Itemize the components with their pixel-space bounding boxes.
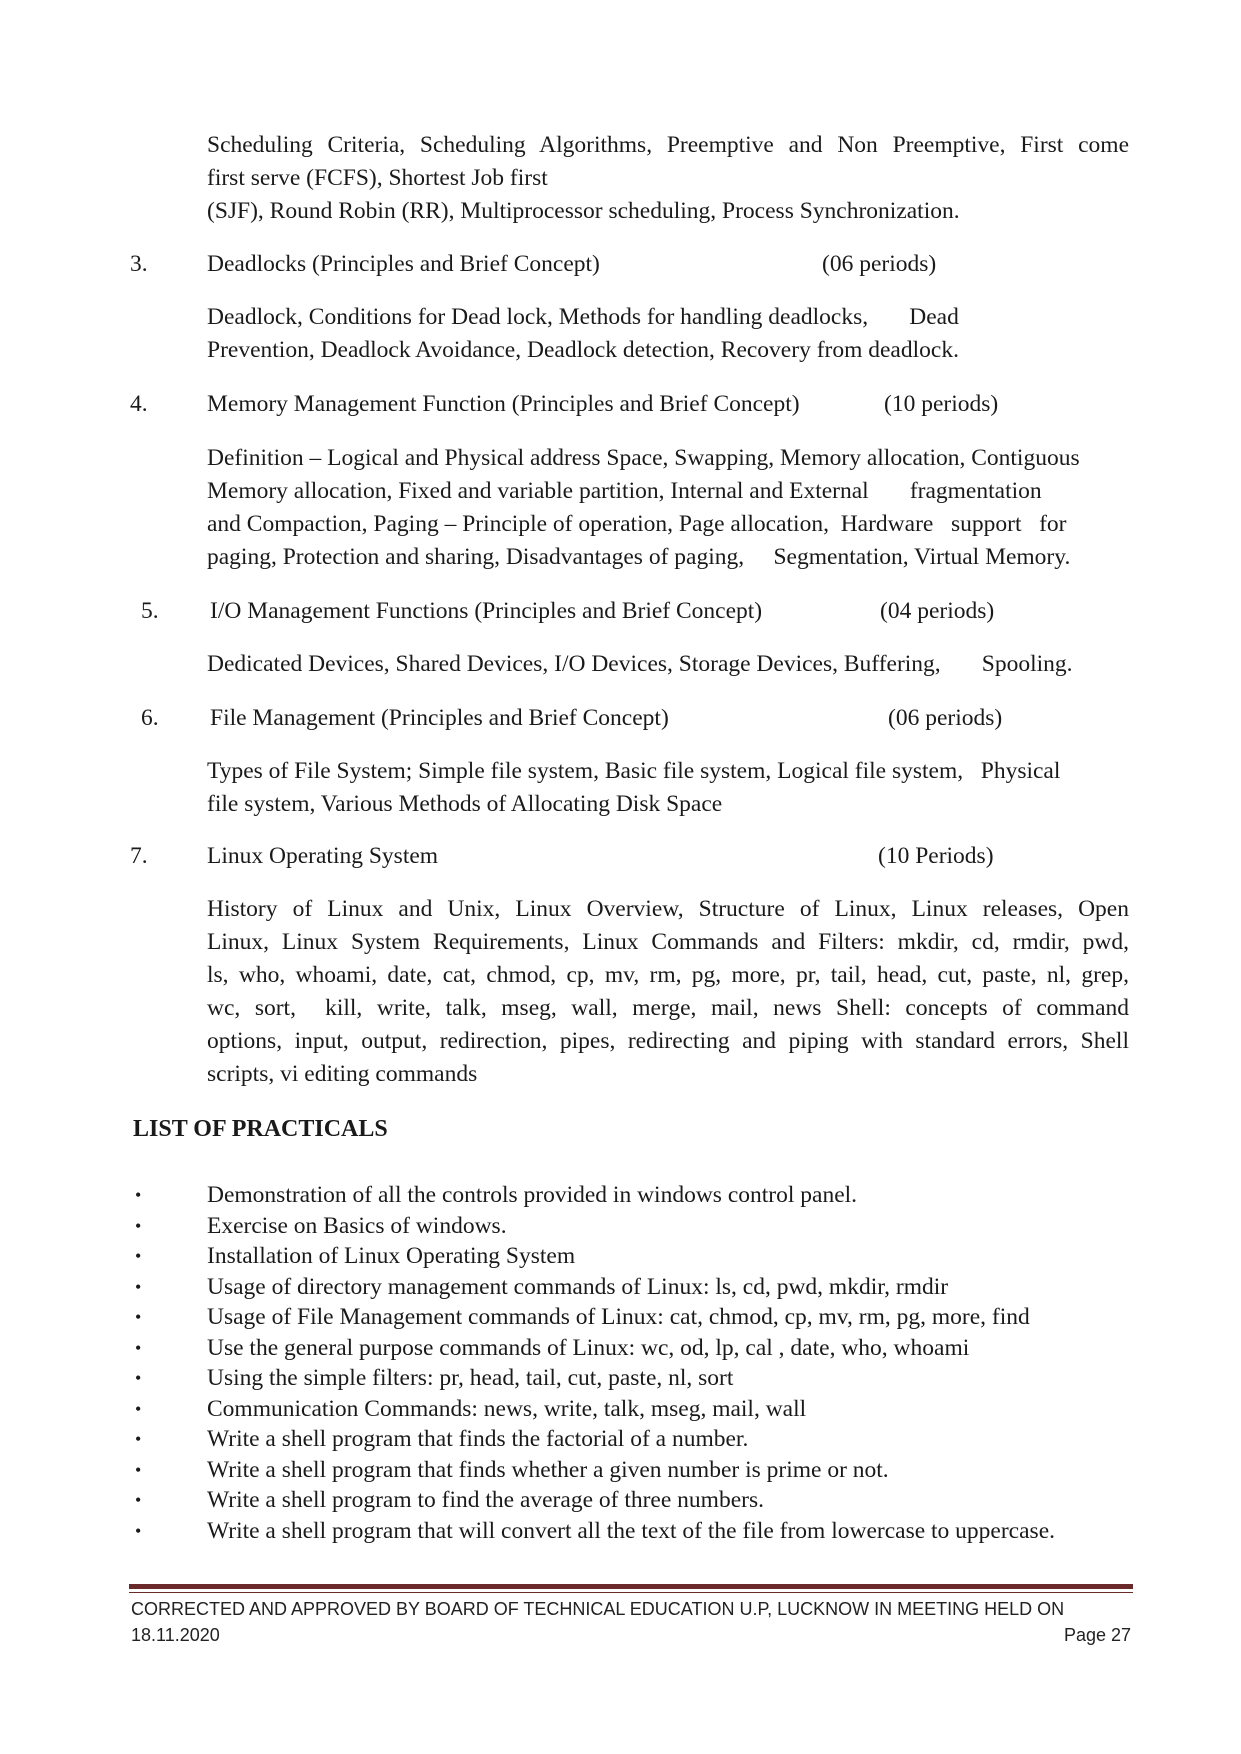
page-footer [131, 1596, 1131, 1648]
list-item-text: Write a shell program that finds the factorial of a number. [207, 1426, 749, 1452]
body-line: Dedicated Devices, Shared Devices, I/O Devices, Storage Devices, Buffering, Spooling. [207, 651, 1073, 677]
body-line: History of Linux and Unix, Linux Overview, Structure of Linux, Linux releases, Open [207, 896, 1129, 922]
body-line: Definition – Logical and Physical address Space, Swapping, Memory allocation, Contiguous [207, 445, 1080, 471]
intro-line: Scheduling Criteria, Scheduling Algorithms, Preemptive and Non Preemptive, First come [207, 132, 1129, 158]
section-heading-io [130, 595, 1130, 628]
section-periods: (06 periods) [822, 251, 937, 277]
body-line: file system, Various Methods of Allocating Disk Space [207, 791, 723, 817]
page-number: Page 27 [1063, 1625, 1131, 1645]
section-periods: (04 periods) [880, 598, 995, 624]
body-line: ls, who, whoami, date, cat, chmod, cp, mv, rm, pg, more, pr, tail, head, cut, paste, nl, grep, [207, 962, 1129, 988]
bullet-icon: • [135, 1276, 142, 1297]
bullet-icon: • [135, 1185, 142, 1205]
intro-paragraph [207, 129, 1129, 228]
body-line: scripts, vi editing commands [207, 1061, 478, 1087]
section-body-io [207, 648, 1129, 681]
section-body-memory [207, 442, 1129, 574]
footer-rule [129, 1584, 1133, 1589]
section-heading-file [130, 702, 1130, 735]
list-item-text: Exercise on Basics of windows. [207, 1212, 507, 1239]
list-item-text: Communication Commands: news, write, talk, mseg, mail, wall [207, 1395, 807, 1422]
section-periods: (10 Periods) [878, 843, 994, 869]
footer-rule-thin [129, 1592, 1133, 1593]
list-item-text: Usage of File Management commands of Linux: cat, chmod, cp, mv, rm, pg, more, find [207, 1304, 1030, 1330]
list-item-text: Use the general purpose commands of Linux: wc, od, lp, cal , date, who, whoami [207, 1334, 970, 1361]
list-item-text: Using the simple filters: pr, head, tail, cut, paste, nl, sort [207, 1365, 734, 1391]
section-number: 5. [141, 598, 159, 624]
intro-line: first serve (FCFS), Shortest Job first [207, 165, 548, 191]
section-title: Memory Management Function (Principles and Brief Concept) [207, 391, 800, 417]
list-item-text: Installation of Linux Operating System [207, 1243, 576, 1269]
section-body-deadlocks [207, 301, 1129, 367]
section-heading-linux [130, 840, 1130, 873]
bullet-icon: • [135, 1246, 142, 1266]
bullet-icon: • [135, 1520, 142, 1541]
section-body-linux [207, 893, 1129, 1091]
list-item-text: Demonstration of all the controls provided in windows control panel. [207, 1182, 858, 1208]
section-periods: (10 periods) [884, 391, 999, 417]
section-title: I/O Management Functions (Principles and Brief Concept) [210, 598, 763, 624]
bullet-icon: • [135, 1459, 142, 1480]
bullet-icon: • [135, 1368, 142, 1388]
bullet-icon: • [135, 1398, 142, 1419]
section-heading-deadlocks [130, 248, 1130, 281]
body-line: Types of File System; Simple file system, Basic file system, Logical file system, Physical [207, 758, 1061, 784]
bullet-icon: • [135, 1337, 142, 1358]
bullet-icon: • [135, 1307, 142, 1327]
body-line: Prevention, Deadlock Avoidance, Deadlock detection, Recovery from deadlock. [207, 337, 959, 363]
section-title: File Management (Principles and Brief Concept) [210, 705, 669, 731]
body-line: Memory allocation, Fixed and variable partition, Internal and External fragmentation [207, 478, 1042, 504]
body-line: Deadlock, Conditions for Dead lock, Methods for handling deadlocks, Dead [207, 304, 959, 330]
list-item-text: Write a shell program that finds whether a given number is prime or not. [207, 1456, 889, 1483]
footer-approval-text: CORRECTED AND APPROVED BY BOARD OF TECHNICAL EDUCATION U.P, LUCKNOW IN MEETING HELD ON [131, 1599, 1065, 1619]
footer-date: 18.11.2020 [131, 1625, 220, 1645]
body-line: options, input, output, redirection, pipes, redirecting and piping with standard errors, Shell [207, 1028, 1129, 1054]
list-item-text: Usage of directory management commands of Linux: ls, cd, pwd, mkdir, rmdir [207, 1273, 949, 1300]
body-line: paging, Protection and sharing, Disadvantages of paging, Segmentation, Virtual Memory. [207, 544, 1071, 570]
section-heading-memory [130, 388, 1130, 421]
body-line: and Compaction, Paging – Principle of operation, Page allocation, Hardware support for [207, 511, 1067, 537]
body-line: wc, sort, kill, write, talk, mseg, wall, merge, mail, news Shell: concepts of command [207, 995, 1129, 1021]
body-line: Linux, Linux System Requirements, Linux Commands and Filters: mkdir, cd, rmdir, pwd, [207, 929, 1129, 955]
section-number: 3. [130, 251, 148, 277]
section-title: Deadlocks (Principles and Brief Concept) [207, 251, 600, 277]
section-body-file [207, 755, 1129, 821]
intro-line: (SJF), Round Robin (RR), Multiprocessor scheduling, Process Synchronization. [207, 198, 960, 224]
bullet-icon: • [135, 1429, 142, 1449]
section-periods: (06 periods) [888, 705, 1003, 731]
list-item-text: Write a shell program that will convert all the text of the file from lowercase to uppercase. [207, 1517, 1055, 1544]
list-item-text: Write a shell program to find the average of three numbers. [207, 1487, 764, 1513]
section-number: 6. [141, 705, 159, 731]
bullet-icon: • [135, 1215, 142, 1236]
bullet-icon: • [135, 1490, 142, 1510]
section-number: 7. [130, 843, 148, 869]
section-title: Linux Operating System [207, 843, 439, 869]
section-number: 4. [130, 391, 148, 417]
practicals-heading: LIST OF PRACTICALS [133, 1116, 388, 1142]
